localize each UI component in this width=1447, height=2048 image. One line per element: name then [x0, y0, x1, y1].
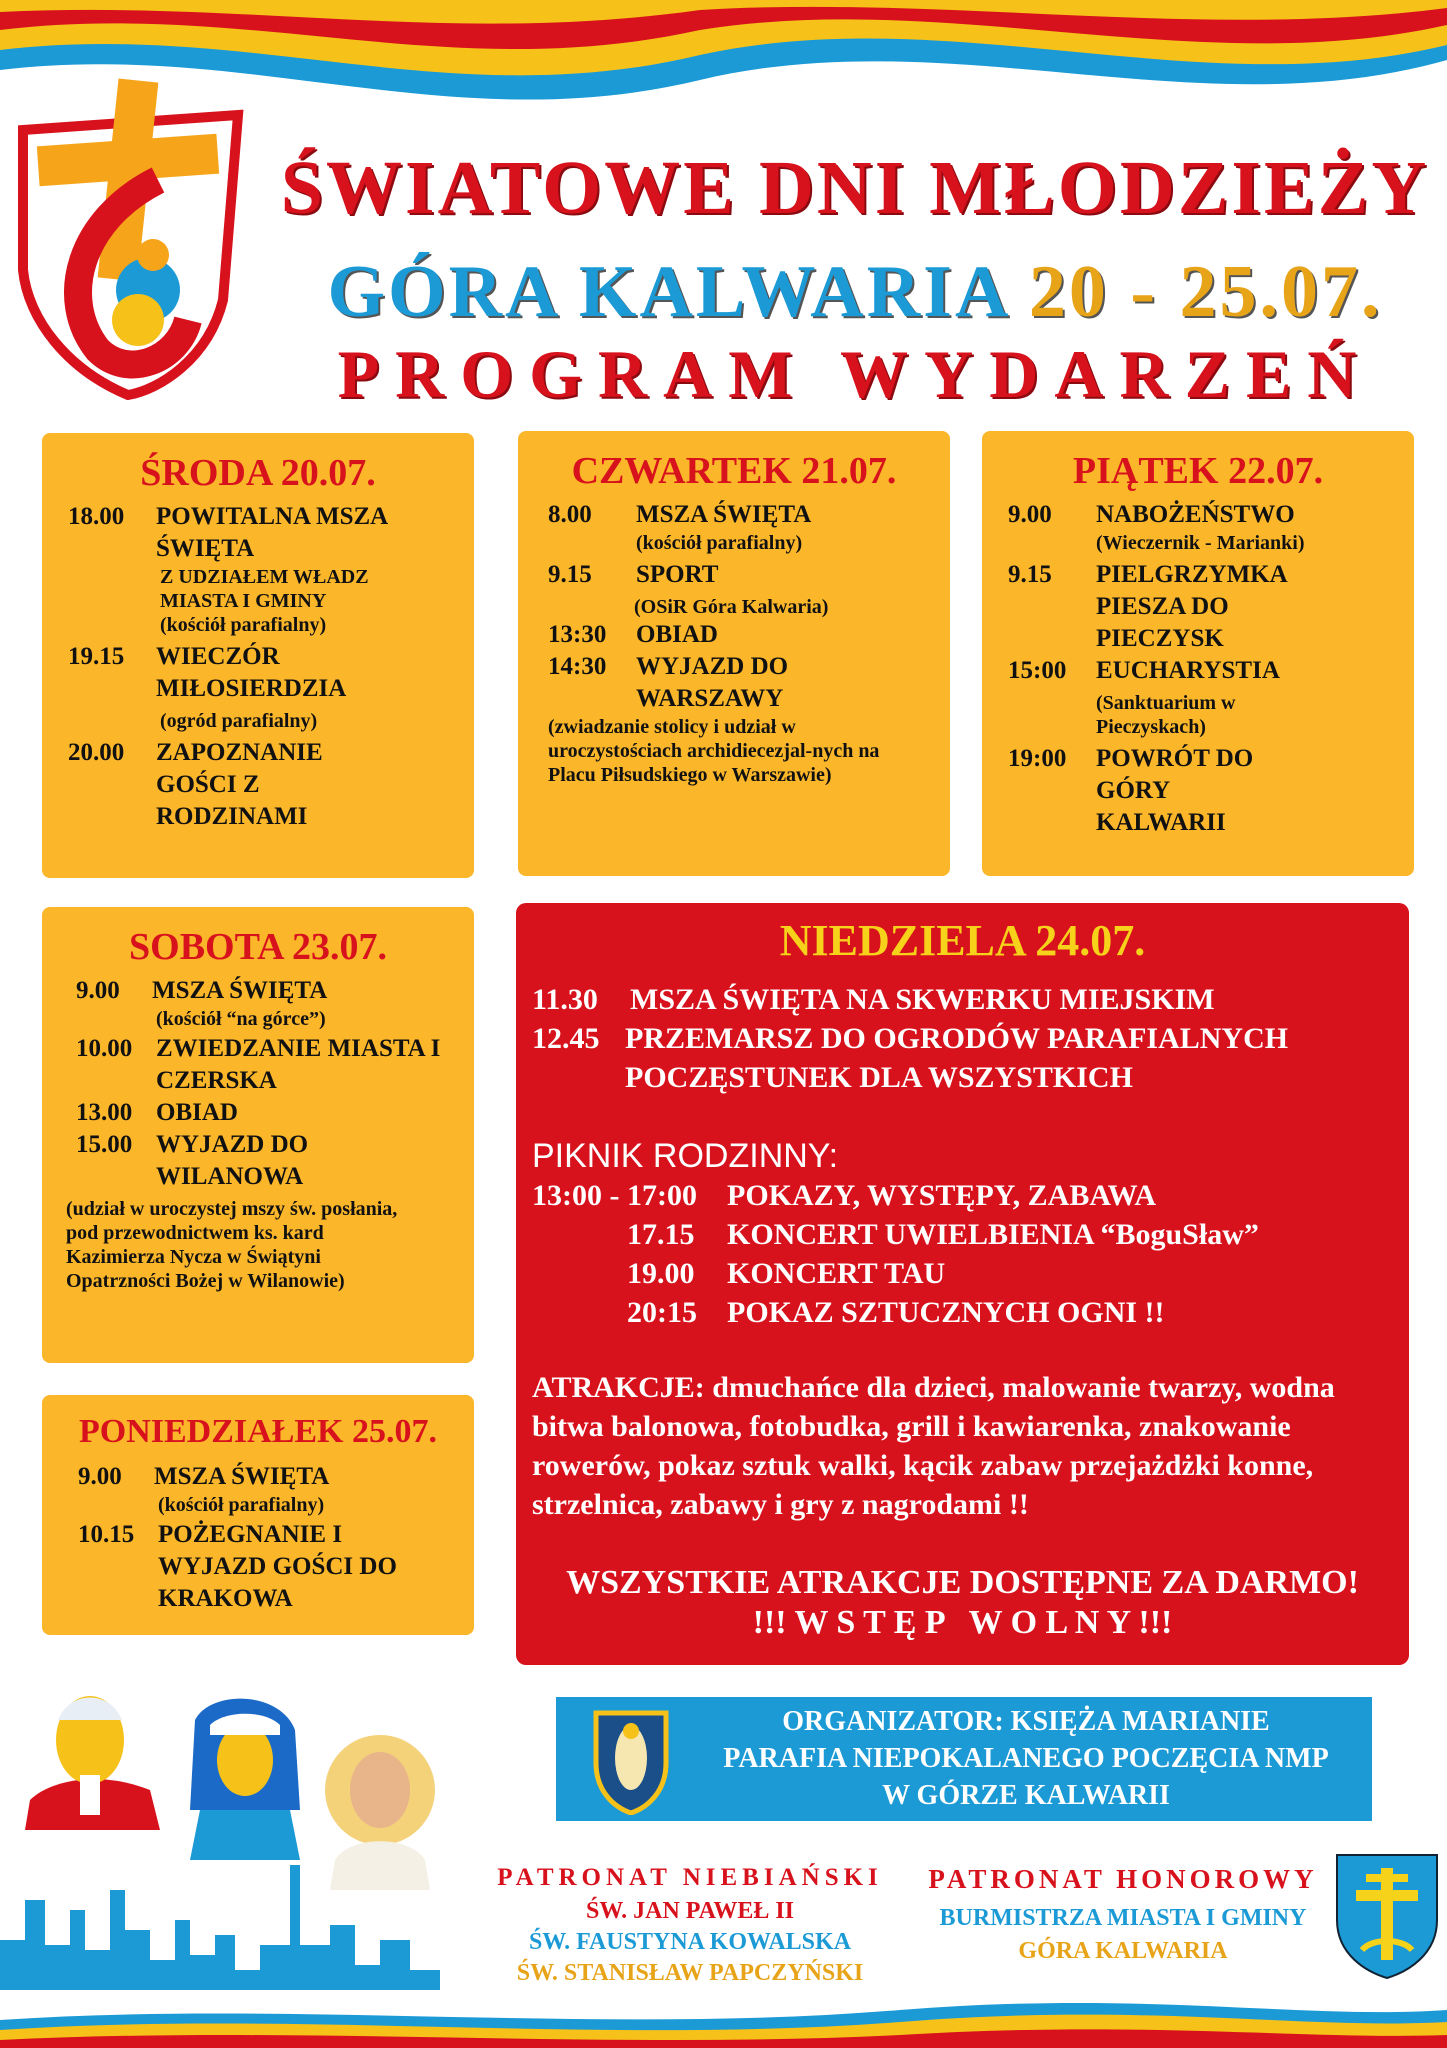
header-line2 [270, 250, 1440, 335]
event-title: NABOŻEŃSTWO [1096, 501, 1295, 528]
day-title: ŚRODA 20.07. [140, 452, 376, 494]
organizer-line3: W GÓRZE KALWARII [882, 1780, 1170, 1811]
event-time: 9.00 [1008, 501, 1052, 528]
day-box-sroda [42, 433, 474, 878]
event-time: 20.00 [68, 739, 125, 766]
header-place: GÓRA KALWARIA [327, 251, 1008, 333]
organizer-line1: ORGANIZATOR: KSIĘŻA MARIANIE [782, 1706, 1270, 1737]
free-text: WSZYSTKIE ATRAKCJE DOSTĘPNE ZA DARMO! [566, 1564, 1359, 1601]
event-place: (kościół parafialny) [160, 614, 327, 636]
day-box-piatek [982, 431, 1414, 876]
marians-emblem-icon [586, 1703, 676, 1815]
event-time: 20:15 [627, 1296, 697, 1329]
event-time: 9.15 [548, 561, 592, 588]
event-note: Z UDZIAŁEM WŁADZ MIASTA I GMINY [160, 566, 369, 612]
event-title: ZAPOZNANIE GOŚCI Z RODZINAMI [156, 739, 323, 830]
organizer-line2: PARAFIA NIEPOKALANEGO POCZĘCIA NMP [723, 1743, 1329, 1774]
event-time: 9.00 [78, 1463, 122, 1490]
event-place: (Wieczernik - Marianki) [1096, 532, 1305, 554]
patron-heaven-name: ŚW. JAN PAWEŁ II [585, 1898, 795, 1924]
event-title: MSZA ŚWIĘTA [636, 501, 812, 528]
event-note: (udział w uroczystej mszy św. posłania, pod przewodnictwem ks. kard Kazimierza Nycza w Świątyni Opatrzności Bożej w Wilanowie) [66, 1198, 398, 1292]
event-time: 8.00 [548, 501, 592, 528]
event-title: MSZA ŚWIĘTA [152, 977, 328, 1004]
event-title: WYJAZD DO WARSZAWY [636, 653, 789, 712]
event-place: (OSiR Góra Kalwaria) [634, 596, 829, 618]
day-box-sobota [42, 907, 474, 1363]
attractions-text: ATRAKCJE: dmuchańce dla dzieci, malowanie twarzy, wodna bitwa balonowa, fotobudka, grill i kawiarenka, znakowanie rowerów, pokaz sztuk walki, kącik zabaw przejażdżki konne, strzelnica, zabawy i gry z nagrodami !! [532, 1371, 1335, 1521]
event-place: (kościół “na górce”) [156, 1008, 326, 1030]
event-time: 13:30 [548, 621, 607, 648]
event-place: (kościół parafialny) [158, 1494, 325, 1516]
patron-heaven-name: ŚW. STANISŁAW PAPCZYŃSKI [516, 1960, 864, 1986]
patron-heaven-section [470, 1864, 910, 1987]
event-time: 17.15 [627, 1218, 695, 1251]
event-title: MSZA ŚWIĘTA [154, 1463, 330, 1490]
patron-honor-title: PATRONAT HONOROWY [928, 1864, 1318, 1894]
jan-pawel-portrait [25, 1696, 160, 1830]
event-title: SPORT [636, 561, 719, 588]
day-title: SOBOTA 23.07. [129, 926, 387, 968]
event-time: 12.45 [532, 1022, 600, 1055]
free-entry-text: !!! W S T Ę P W O L N Y !!! [752, 1604, 1173, 1641]
event-title: EUCHARYSTIA [1096, 657, 1280, 684]
event-title: POŻEGNANIE I WYJAZD GOŚCI DO KRAKOWA [158, 1521, 397, 1612]
event-title: KONCERT TAU [727, 1257, 946, 1290]
organizer-banner [556, 1697, 1372, 1821]
patron-heaven-title: PATRONAT NIEBIAŃSKI [497, 1864, 883, 1891]
event-time: 14:30 [548, 653, 607, 680]
patron-honor-line1: BURMISTRZA MIASTA I GMINY [939, 1905, 1307, 1931]
event-title: WIECZÓR MIŁOSIERDZIA [156, 643, 347, 702]
event-time: 11.30 [532, 983, 598, 1016]
event-title: POKAZY, WYSTĘPY, ZABAWA [727, 1179, 1157, 1212]
event-title: ZWIEDZANIE MIASTA I CZERSKA [156, 1035, 441, 1094]
header-line3: PROGRAM WYDARZEŃ [337, 336, 1373, 412]
day-title: CZWARTEK 21.07. [571, 450, 897, 492]
event-place: (ogród parafialny) [160, 710, 318, 732]
event-time: 9.15 [1008, 561, 1052, 588]
event-title: WYJAZD DO WILANOWA [156, 1131, 309, 1190]
header-line1: ŚWIATOWE DNI MŁODZIEŻY [280, 146, 1430, 230]
event-time: 13.00 [76, 1099, 133, 1126]
event-time: 19.15 [68, 643, 125, 670]
picnic-title: PIKNIK RODZINNY: [532, 1137, 839, 1175]
event-time: 10.15 [78, 1521, 135, 1548]
day-title: PONIEDZIAŁEK 25.07. [79, 1413, 437, 1450]
day-box-czwartek [518, 431, 950, 876]
event-time: 13:00 - 17:00 [532, 1179, 697, 1212]
day-box-poniedzialek [42, 1395, 474, 1635]
event-time: 10.00 [76, 1035, 133, 1062]
event-title: OBIAD [636, 621, 718, 648]
patron-honor-section [918, 1864, 1328, 1965]
event-subtitle: POCZĘSTUNEK DLA WSZYSTKICH [625, 1061, 1133, 1094]
event-title: POWITALNA MSZA ŚWIĘTA [156, 503, 387, 562]
event-time: 15:00 [1008, 657, 1067, 684]
event-title: PIELGRZYMKA PIESZA DO PIECZYSK [1096, 561, 1287, 652]
event-time: 19.00 [627, 1257, 695, 1290]
patron-honor-line2: GÓRA KALWARIA [1018, 1938, 1228, 1964]
event-note: (zwiadzanie stolicy i udział w uroczystościach archidiecezjal-nych na Placu Piłsudskiego w Warszawie) [548, 716, 880, 786]
event-title: POWRÓT DO GÓRY KALWARII [1096, 745, 1254, 836]
event-time: 18.00 [68, 503, 125, 530]
wyd-logo [8, 70, 258, 400]
event-title: OBIAD [156, 1099, 238, 1126]
event-title: PRZEMARSZ DO OGRODÓW PARAFIALNYCH [625, 1022, 1289, 1055]
day-title: PIĄTEK 22.07. [1072, 450, 1324, 492]
day-box-niedziela [516, 903, 1409, 1665]
event-title: POKAZ SZTUCZNYCH OGNI !! [727, 1296, 1165, 1329]
event-time: 9.00 [76, 977, 120, 1004]
event-title: KONCERT UWIELBIENIA “BoguSław” [727, 1218, 1259, 1251]
header-date: 20 - 25.07. [1028, 251, 1383, 333]
event-time: 15.00 [76, 1131, 133, 1158]
event-title: MSZA ŚWIĘTA NA SKWERKU MIEJSKIM [630, 983, 1215, 1016]
patron-heaven-name: ŚW. FAUSTYNA KOWALSKA [528, 1929, 852, 1955]
day-title: NIEDZIELA 24.07. [779, 916, 1146, 965]
event-time: 19:00 [1008, 745, 1067, 772]
event-place: (Sanktuarium w Pieczyskach) [1096, 692, 1236, 738]
gora-kalwaria-coat-of-arms-icon [1332, 1850, 1442, 1980]
event-place: (kościół parafialny) [636, 532, 803, 554]
